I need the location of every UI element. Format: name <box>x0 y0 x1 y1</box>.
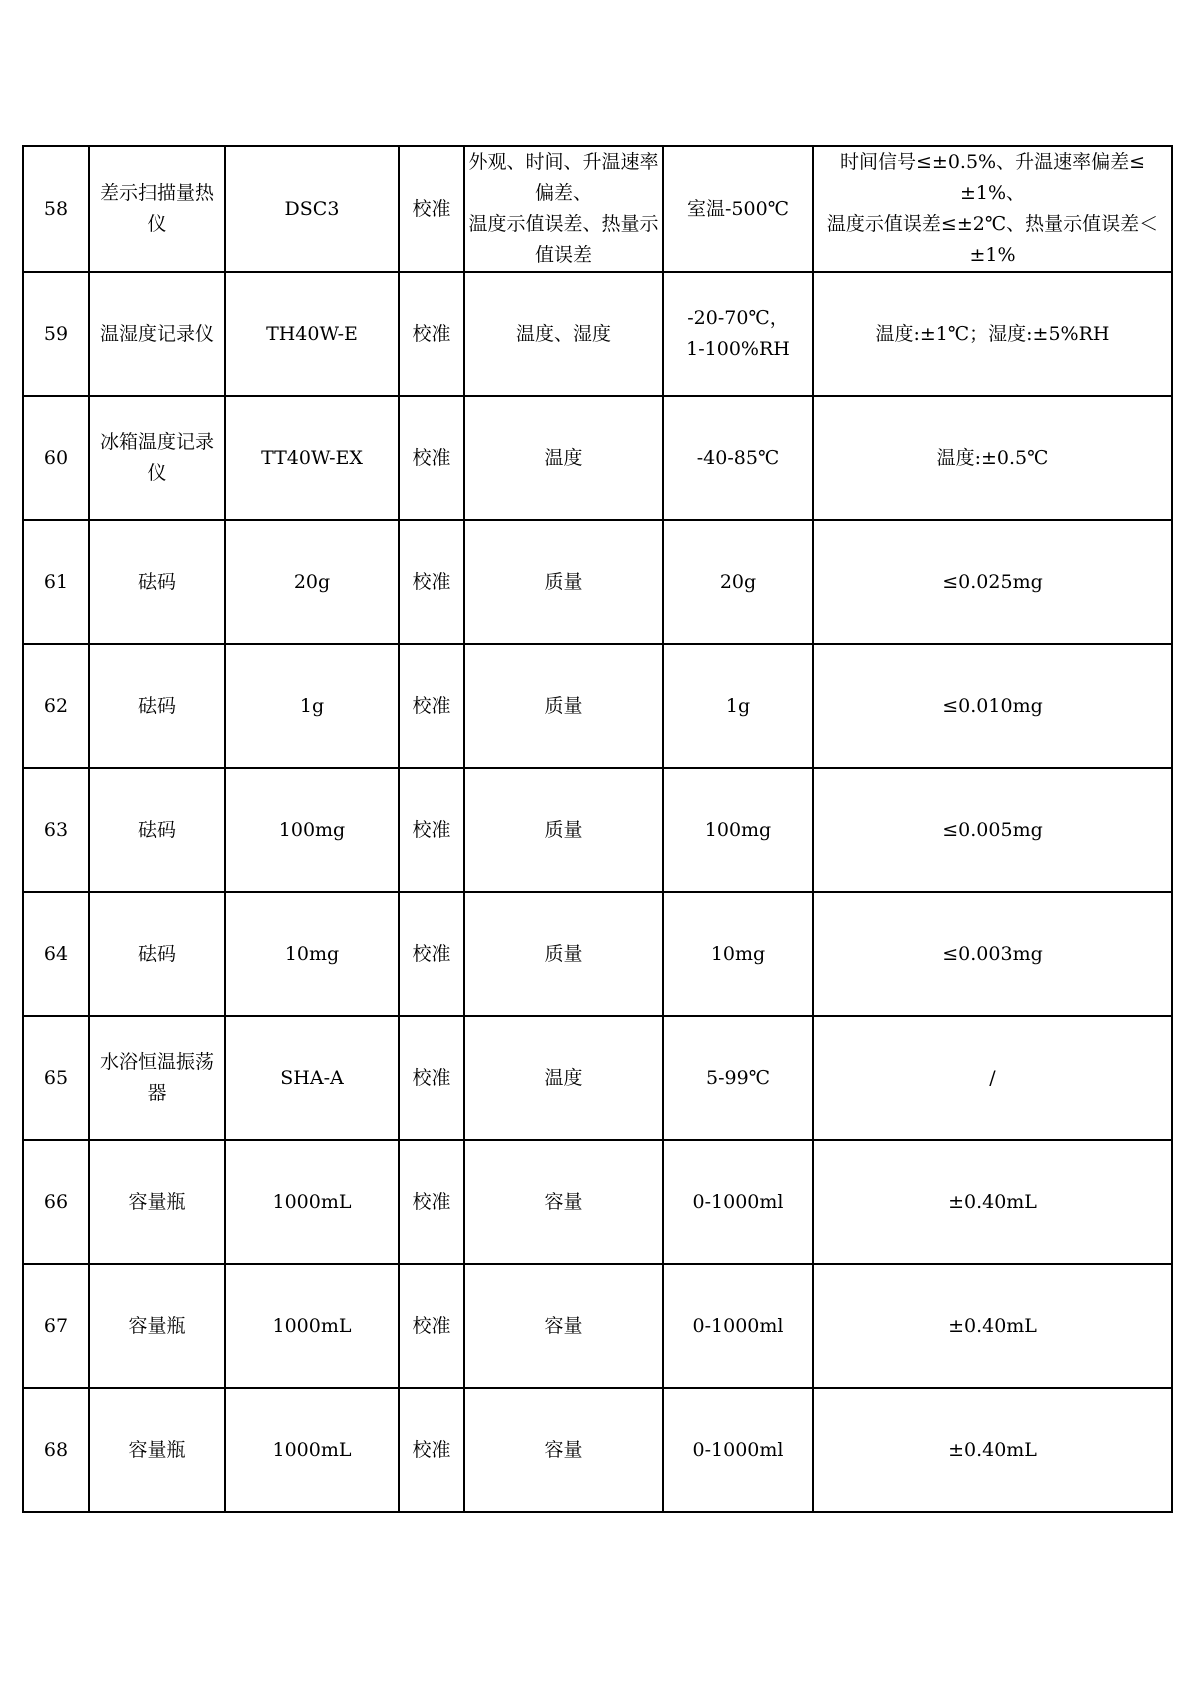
accuracy-spec: 时间信号≤±0.5%、升温速率偏差≤±1%、 温度示值误差≤±2℃、热量示值误差＜±1% <box>813 146 1172 272</box>
measurement-range: 室温-500℃ <box>663 146 813 272</box>
accuracy-spec: ≤0.003mg <box>813 892 1172 1016</box>
instrument-name: 砝码 <box>89 768 225 892</box>
row-number: 62 <box>23 644 89 768</box>
instrument-name: 容量瓶 <box>89 1140 225 1264</box>
table-row <box>23 892 1172 1016</box>
instrument-model: 1000mL <box>225 1388 399 1512</box>
row-number: 67 <box>23 1264 89 1388</box>
instrument-name: 容量瓶 <box>89 1264 225 1388</box>
calibration-items: 质量 <box>464 520 663 644</box>
instrument-name: 砝码 <box>89 520 225 644</box>
instrument-model: 1000mL <box>225 1140 399 1264</box>
instrument-name: 水浴恒温振荡器 <box>89 1016 225 1140</box>
instrument-model: 1000mL <box>225 1264 399 1388</box>
row-number: 60 <box>23 396 89 520</box>
calibration-items: 温度 <box>464 1016 663 1140</box>
table-row <box>23 1016 1172 1140</box>
instrument-name: 砝码 <box>89 892 225 1016</box>
instrument-model: 20g <box>225 520 399 644</box>
table-row <box>23 644 1172 768</box>
measurement-range: 1g <box>663 644 813 768</box>
service-type: 校准 <box>399 768 464 892</box>
service-type: 校准 <box>399 892 464 1016</box>
service-type: 校准 <box>399 272 464 396</box>
accuracy-spec: ≤0.010mg <box>813 644 1172 768</box>
service-type: 校准 <box>399 1264 464 1388</box>
row-number: 59 <box>23 272 89 396</box>
calibration-items: 容量 <box>464 1140 663 1264</box>
measurement-range: 10mg <box>663 892 813 1016</box>
measurement-range: 5-99℃ <box>663 1016 813 1140</box>
calibration-items: 温度 <box>464 396 663 520</box>
accuracy-spec: ±0.40mL <box>813 1388 1172 1512</box>
measurement-range: -40-85℃ <box>663 396 813 520</box>
instrument-model: DSC3 <box>225 146 399 272</box>
accuracy-spec: ≤0.025mg <box>813 520 1172 644</box>
calibration-items: 温度、湿度 <box>464 272 663 396</box>
service-type: 校准 <box>399 1016 464 1140</box>
accuracy-spec: ±0.40mL <box>813 1140 1172 1264</box>
row-number: 66 <box>23 1140 89 1264</box>
instrument-name: 差示扫描量热仪 <box>89 146 225 272</box>
calibration-table <box>22 145 1173 1513</box>
instrument-name: 冰箱温度记录仪 <box>89 396 225 520</box>
accuracy-spec: ≤0.005mg <box>813 768 1172 892</box>
accuracy-spec: 温度:±1℃；湿度:±5%RH <box>813 272 1172 396</box>
accuracy-spec: ±0.40mL <box>813 1264 1172 1388</box>
table-row <box>23 768 1172 892</box>
measurement-range: 0-1000ml <box>663 1140 813 1264</box>
instrument-model: TT40W-EX <box>225 396 399 520</box>
service-type: 校准 <box>399 1140 464 1264</box>
row-number: 61 <box>23 520 89 644</box>
instrument-model: 100mg <box>225 768 399 892</box>
service-type: 校准 <box>399 1388 464 1512</box>
service-type: 校准 <box>399 146 464 272</box>
calibration-items: 容量 <box>464 1264 663 1388</box>
table-row <box>23 396 1172 520</box>
instrument-name: 温湿度记录仪 <box>89 272 225 396</box>
instrument-model: 10mg <box>225 892 399 1016</box>
measurement-range: 0-1000ml <box>663 1388 813 1512</box>
instrument-name: 容量瓶 <box>89 1388 225 1512</box>
service-type: 校准 <box>399 644 464 768</box>
calibration-items: 质量 <box>464 644 663 768</box>
row-number: 65 <box>23 1016 89 1140</box>
table-row <box>23 1140 1172 1264</box>
measurement-range: 20g <box>663 520 813 644</box>
row-number: 64 <box>23 892 89 1016</box>
accuracy-spec: / <box>813 1016 1172 1140</box>
row-number: 63 <box>23 768 89 892</box>
table-row <box>23 1264 1172 1388</box>
measurement-range: 0-1000ml <box>663 1264 813 1388</box>
table-row <box>23 146 1172 272</box>
calibration-items: 质量 <box>464 768 663 892</box>
table-row <box>23 520 1172 644</box>
instrument-model: 1g <box>225 644 399 768</box>
measurement-range: -20-70℃， 1-100%RH <box>663 272 813 396</box>
service-type: 校准 <box>399 520 464 644</box>
service-type: 校准 <box>399 396 464 520</box>
calibration-items: 容量 <box>464 1388 663 1512</box>
instrument-model: SHA-A <box>225 1016 399 1140</box>
table-row <box>23 1388 1172 1512</box>
row-number: 58 <box>23 146 89 272</box>
instrument-model: TH40W-E <box>225 272 399 396</box>
calibration-items: 外观、时间、升温速率偏差、 温度示值误差、热量示值误差 <box>464 146 663 272</box>
calibration-items: 质量 <box>464 892 663 1016</box>
table-row <box>23 272 1172 396</box>
instrument-name: 砝码 <box>89 644 225 768</box>
accuracy-spec: 温度:±0.5℃ <box>813 396 1172 520</box>
measurement-range: 100mg <box>663 768 813 892</box>
row-number: 68 <box>23 1388 89 1512</box>
